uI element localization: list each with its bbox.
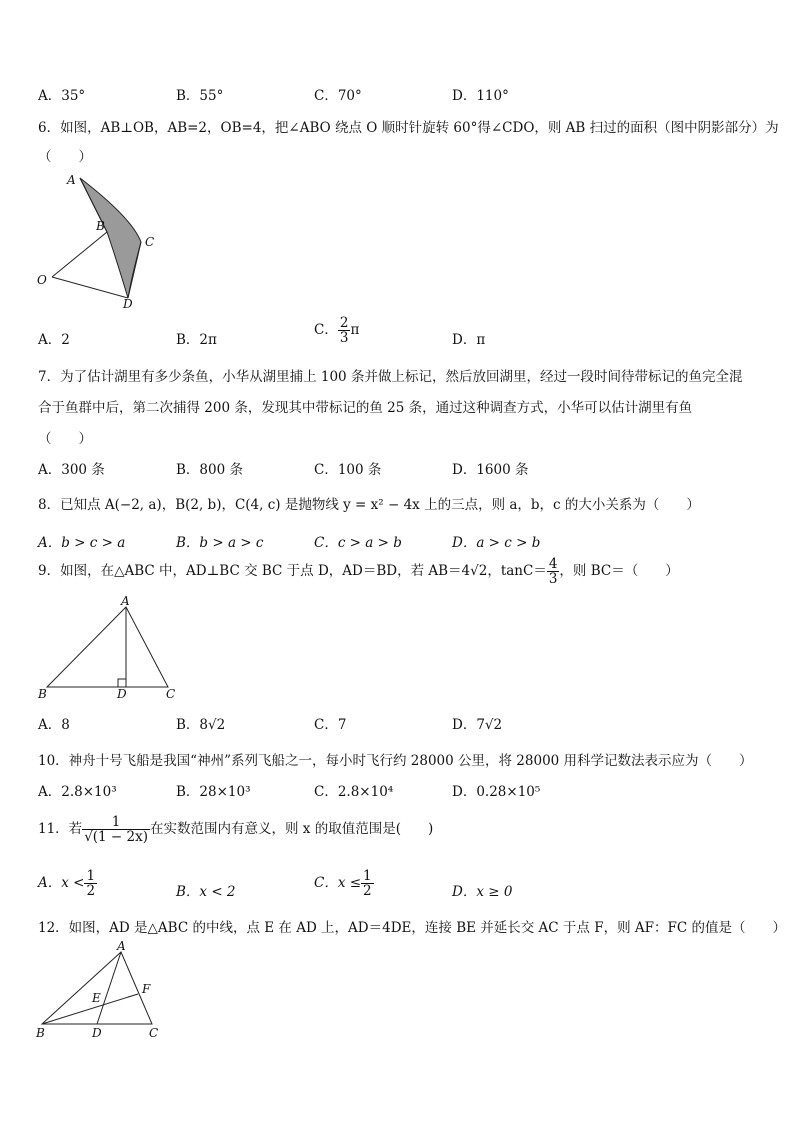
q8-option-d: D．a > c > b xyxy=(452,535,541,551)
q9-option-b: B．8√2 xyxy=(176,717,226,733)
q12-stem: 12．如图，AD 是△ABC 的中线，点 E 在 AD 上，AD＝4DE，连接 BE 并延长交 AC 于点 F，则 AF：FC 的值是（ ） xyxy=(38,920,786,936)
q6-option-d: D．π xyxy=(452,332,486,348)
q7-option-c: C．100 条 xyxy=(314,462,382,478)
q8-option-a: A．b > c > a xyxy=(38,535,126,551)
q8-stem: 8．已知点 A(−2, a)，B(2, b)，C(4, c) 是抛物线 y = x² − 4x 上的三点，则 a，b，c 的大小关系为（ ） xyxy=(38,497,700,513)
q6-option-b: B．2π xyxy=(176,332,217,348)
q6-label-d: D xyxy=(123,297,133,311)
q7-stem-line2: 合于鱼群中后，第二次捕得 200 条，发现其中带标记的鱼 25 条，通过这种调查方式，小华可以估计湖里有鱼 xyxy=(38,400,693,416)
q9-label-b: B xyxy=(38,687,47,701)
q5-option-c: C．70° xyxy=(314,88,362,104)
q8-option-b: B．b > a > c xyxy=(176,535,264,551)
q10-option-c: C．2.8×10⁴ xyxy=(314,784,394,800)
q10-option-a: A．2.8×10³ xyxy=(38,784,117,800)
q11-stem: 11．若 $\frac{1}{√(1 - 2x)}$ 在实数范围内有意义，则 x 的取值范围是( ) xyxy=(38,814,434,846)
q6-option-c-fraction: $\frac{2}{3}$ xyxy=(339,315,349,347)
q11-option-a: A．x < $\frac{1}{2}$ xyxy=(38,868,96,900)
q12-triangle-abc xyxy=(42,952,152,1024)
q9-tan-fraction: $\frac{4}{3}$ xyxy=(548,556,558,588)
q10-option-d: D．0.28×10⁵ xyxy=(452,784,541,800)
q9-option-d: D．7√2 xyxy=(452,717,503,733)
q6-label-o: O xyxy=(37,273,47,287)
q11-option-d: D．x ≥ 0 xyxy=(452,884,513,900)
q7-option-a: A．300 条 xyxy=(38,462,105,478)
q12-label-e: E xyxy=(92,991,101,1005)
q6-option-c: C． $\frac{2}{3}$ π xyxy=(314,315,360,347)
q6-paren: （ ） xyxy=(38,149,92,165)
q9-option-c: C．7 xyxy=(314,717,347,733)
q6-stem: 6．如图，AB⊥OB，AB=2，OB=4，把∠ABO 绕点 O 顺时针旋转 60°得∠CDO，则 AB 扫过的面积（图中阴影部分）为 xyxy=(38,120,779,136)
q12-segment-bf xyxy=(42,994,138,1024)
q6-label-a: A xyxy=(67,173,76,187)
q10-option-b: B．28×10³ xyxy=(176,784,251,800)
q6-label-b: B xyxy=(96,219,105,233)
q11-option-a-fraction: $\frac{1}{2}$ xyxy=(86,868,96,900)
q12-label-c: C xyxy=(149,1026,159,1040)
q6-option-a: A．2 xyxy=(38,332,70,348)
q6-label-c: C xyxy=(145,235,155,249)
q12-label-a: A xyxy=(117,939,126,953)
q12-label-d: D xyxy=(92,1026,102,1040)
q10-stem: 10．神舟十号飞船是我国“神州”系列飞船之一，每小时飞行约 28000 公里，将 28000 用科学记数法表示应为（ ） xyxy=(38,753,753,769)
q11-option-c: C．x ≤ $\frac{1}{2}$ xyxy=(314,868,372,900)
q11-option-b: B．x < 2 xyxy=(176,884,236,900)
q12-label-b: B xyxy=(36,1026,45,1040)
q9-label-d: D xyxy=(117,687,127,701)
q7-option-d: D．1600 条 xyxy=(452,462,529,478)
q11-option-c-fraction: $\frac{1}{2}$ xyxy=(363,868,372,900)
q9-label-c: C xyxy=(166,687,176,701)
q7-option-b: B．800 条 xyxy=(176,462,243,478)
q5-option-a: A．35° xyxy=(38,88,86,104)
q11-fraction: $\frac{1}{√(1 - 2x)}$ xyxy=(84,814,149,846)
q8-option-c: C．c > a > b xyxy=(314,535,402,551)
q12-label-f: F xyxy=(142,982,151,996)
q9-label-a: A xyxy=(121,594,130,608)
q7-paren: （ ） xyxy=(38,431,92,447)
q9-option-a: A．8 xyxy=(38,717,70,733)
q5-option-d: D．110° xyxy=(452,88,509,104)
q5-option-b: B．55° xyxy=(176,88,224,104)
q9-stem: 9．如图，在△ABC 中，AD⊥BC 交 BC 于点 D，AD＝BD，若 AB＝4√2，tanC＝ $\frac{4}{3}$ ，则 BC＝（ ） xyxy=(38,556,679,588)
q7-stem-line1: 7．为了估计湖里有多少条鱼，小华从湖里捕上 100 条并做上标记，然后放回湖里，经过一段时间待带标记的鱼完全混 xyxy=(38,369,743,385)
